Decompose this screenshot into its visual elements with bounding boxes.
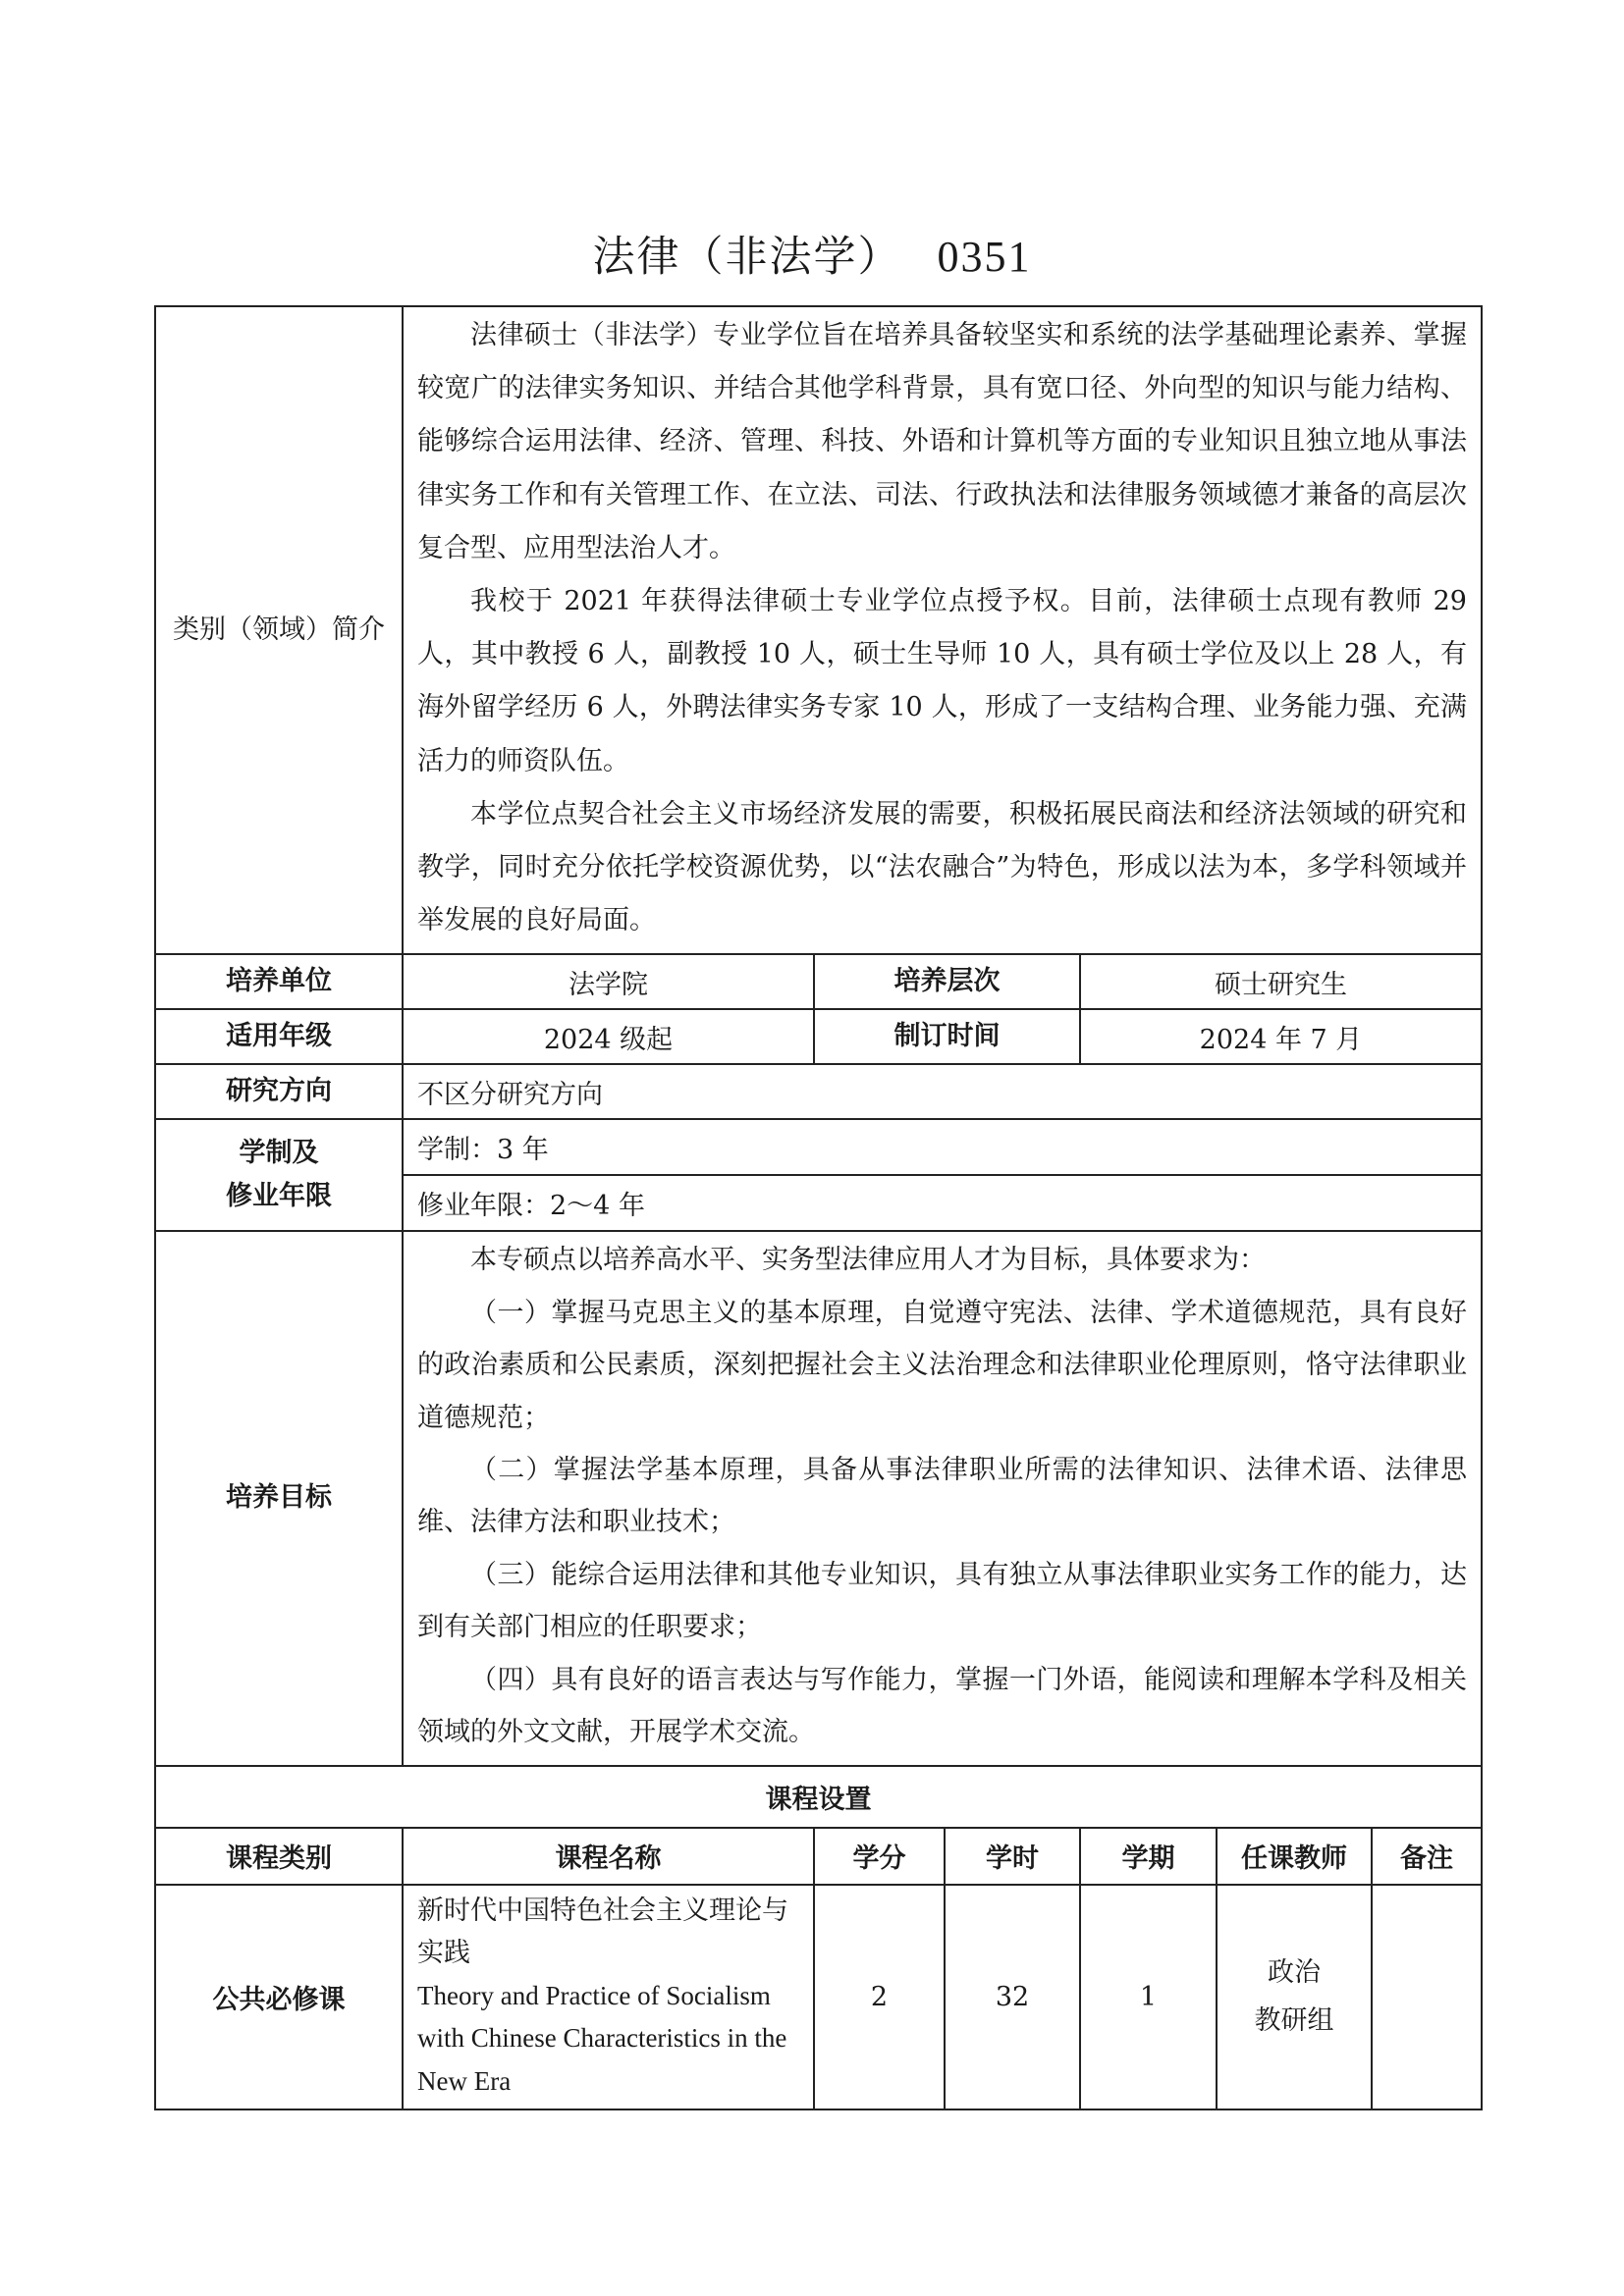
col-header-semester: 学期 — [1080, 1828, 1217, 1885]
unit-row — [155, 954, 1482, 1009]
col-header-name: 课程名称 — [403, 1828, 814, 1885]
unit-value: 法学院 — [403, 954, 814, 1009]
goals-paragraph: （一）掌握马克思主义的基本原理，自觉遵守宪法、法律、学术道德规范，具有良好的政治素质和公民素质，深刻把握社会主义法治理念和法律职业伦理原则，恪守法律职业道德规范； — [417, 1297, 1467, 1433]
course-semester: 1 — [1080, 1885, 1217, 2110]
direction-value: 不区分研究方向 — [403, 1064, 1482, 1119]
teacher-line: 教研组 — [1254, 2005, 1334, 2037]
revised-label: 制订时间 — [814, 1009, 1080, 1064]
goals-paragraph: （三）能综合运用法律和其他专业知识，具有独立从事法律职业实务工作的能力，达到有关部门相应的任职要求； — [417, 1559, 1467, 1643]
course-hours: 32 — [945, 1885, 1080, 2110]
courses-header-row — [155, 1828, 1482, 1885]
grade-value: 2024 级起 — [403, 1009, 814, 1064]
level-label: 培养层次 — [814, 954, 1080, 1009]
col-header-note: 备注 — [1372, 1828, 1482, 1885]
direction-row — [155, 1064, 1482, 1119]
direction-label: 研究方向 — [155, 1064, 403, 1119]
duration-years: 修业年限：2～4 年 — [403, 1175, 1482, 1231]
duration-label-line: 学制及 — [239, 1138, 319, 1169]
intro-paragraph: 法律硕士（非法学）专业学位旨在培养具备较坚实和系统的法学基础理论素养、掌握较宽广的法律实务知识、并结合其他学科背景，具有宽口径、外向型的知识与能力结构、能够综合运用法律、经济、管理、科技、外语和计算机等方面的专业知识且独立地从事法律实务工作和有关管理工作、在立法、司法、行政执法和法律服务领域德才兼备的高层次复合型、应用型法治人才。 — [417, 320, 1467, 563]
goals-paragraph: 本专硕点以培养高水平、实务型法律应用人才为目标，具体要求为： — [470, 1245, 1266, 1276]
grade-row — [155, 1009, 1482, 1064]
level-value: 硕士研究生 — [1080, 954, 1482, 1009]
goals-row — [155, 1231, 1482, 1765]
goals-paragraph: （四）具有良好的语言表达与写作能力，掌握一门外语，能阅读和理解本学科及相关领域的外文文献，开展学术交流。 — [417, 1664, 1467, 1748]
courses-title-row — [155, 1766, 1482, 1828]
page-title — [0, 224, 1624, 284]
course-name — [403, 1885, 814, 2110]
course-credits: 2 — [814, 1885, 945, 2110]
col-header-credits: 学分 — [814, 1828, 945, 1885]
duration-row — [155, 1119, 1482, 1175]
program-name: 法律（非法学） — [592, 233, 902, 282]
teacher-line: 政治 — [1268, 1957, 1321, 1989]
intro-paragraph: 本学位点契合社会主义市场经济发展的需要，积极拓展民商法和经济法领域的研究和教学，同时充分依托学校资源优势，以“法农融合”为特色，形成以法为本，多学科领域并举发展的良好局面。 — [417, 798, 1467, 936]
goals-label: 培养目标 — [155, 1231, 403, 1765]
duration-label-line: 修业年限 — [226, 1181, 332, 1212]
course-name-en: Theory and Practice of Socialism with Chinese Characteristics in the New Era — [417, 1980, 787, 2096]
course-category: 公共必修课 — [155, 1885, 403, 2110]
goals-text — [403, 1231, 1482, 1765]
courses-section-title: 课程设置 — [155, 1766, 1482, 1828]
course-name-cn: 新时代中国特色社会主义理论与实践 — [417, 1895, 788, 1968]
course-note — [1372, 1885, 1482, 2110]
unit-label: 培养单位 — [155, 954, 403, 1009]
program-code: 0351 — [937, 233, 1032, 281]
duration-label — [155, 1119, 403, 1231]
grade-label: 适用年级 — [155, 1009, 403, 1064]
intro-label: 类别（领域）简介 — [155, 306, 403, 954]
course-teacher — [1217, 1885, 1372, 2110]
intro-row — [155, 306, 1482, 954]
program-table — [154, 305, 1483, 2110]
duration-system: 学制：3 年 — [403, 1119, 1482, 1175]
intro-paragraph: 我校于 2021 年获得法律硕士专业学位点授予权。目前，法律硕士点现有教师 29 人，其中教授 6 人，副教授 10 人，硕士生导师 10 人，具有硕士学位及以上 28 人，有海外留学经历 6 人，外聘法律实务专家 10 人，形成了一支结构合理、业务能力强、充满活力的师资队伍。 — [417, 586, 1467, 776]
col-header-hours: 学时 — [945, 1828, 1080, 1885]
intro-text — [403, 306, 1482, 954]
revised-value: 2024 年 7 月 — [1080, 1009, 1482, 1064]
col-header-category: 课程类别 — [155, 1828, 403, 1885]
col-header-teacher: 任课教师 — [1217, 1828, 1372, 1885]
goals-paragraph: （二）掌握法学基本原理，具备从事法律职业所需的法律知识、法律术语、法律思维、法律方法和职业技术； — [417, 1455, 1467, 1538]
table-row — [155, 1885, 1482, 2110]
